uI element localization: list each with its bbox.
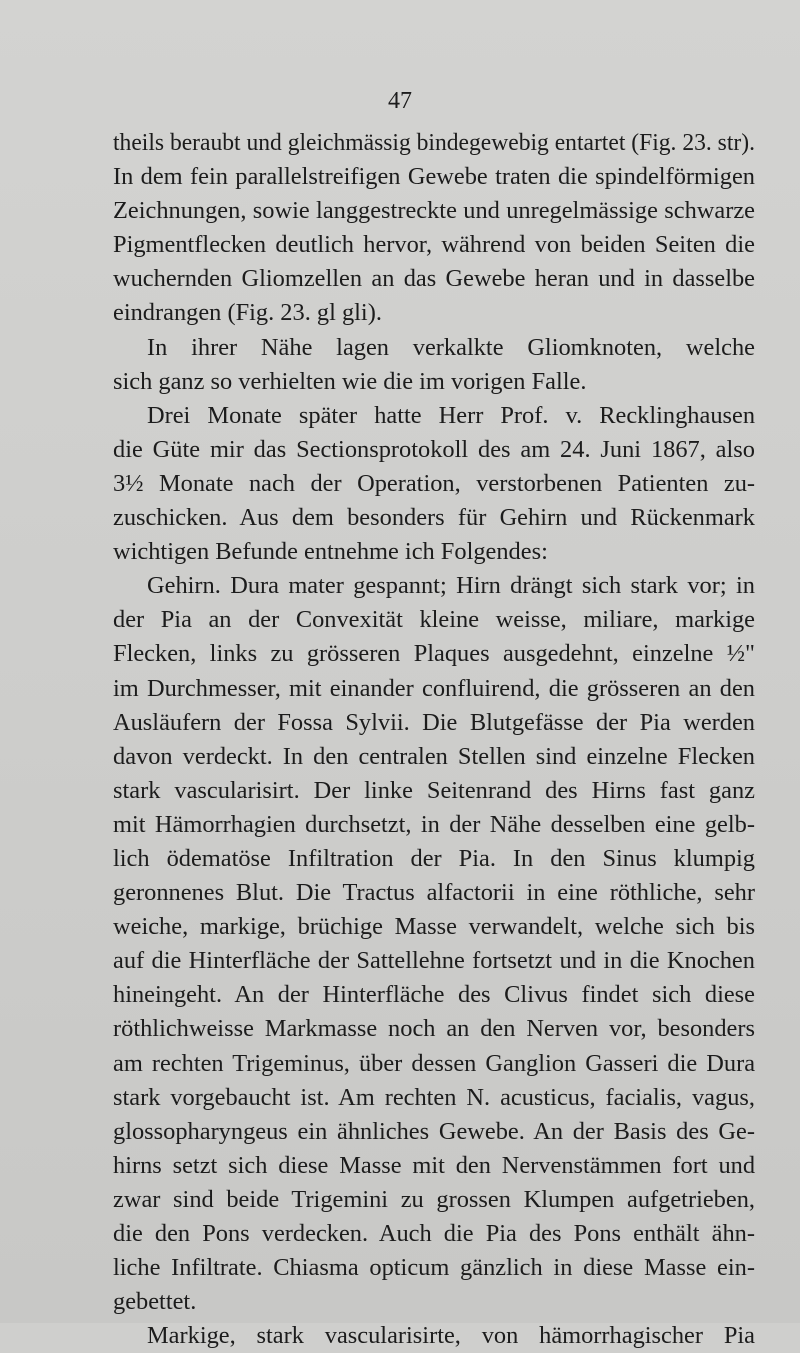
text-line: hirns setzt sich diese Masse mit den Nervenstämmen fort und [113, 1151, 756, 1179]
text-line: im Durchmesser, mit einander confluirend, die grösseren an den [113, 674, 755, 702]
text-line: am rechten Trigeminus, über dessen Ganglion Gasseri die Dura [113, 1049, 756, 1077]
text-line: glossopharyngeus ein ähnliches Gewebe. An der Basis des Ge- [113, 1117, 755, 1145]
text-line: theils beraubt und gleichmässig bindegewebig entartet (Fig. 23. str). [113, 129, 755, 156]
text-line: zwar sind beide Trigemini zu grossen Klumpen aufgetrieben, [113, 1185, 756, 1213]
text-line: mit Hämorrhagien durchsetzt, in der Nähe desselben eine gelb- [113, 810, 755, 838]
text-line: davon verdeckt. In den centralen Stellen sind einzelne Flecken [113, 742, 755, 770]
text-line: Ausläufern der Fossa Sylvii. Die Blutgefässe der Pia werden [113, 708, 755, 736]
text-line: sich ganz so verhielten wie die im vorigen Falle. [113, 367, 587, 395]
text-line: die Güte mir das Sectionsprotokoll des am 24. Juni 1867, also [113, 435, 755, 463]
text-line: hineingeht. An der Hinterfläche des Clivus findet sich diese [113, 981, 755, 1009]
text-line: 3½ Monate nach der Operation, verstorbenen Patienten zu- [113, 469, 756, 497]
text-line: Gehirn. Dura mater gespannt; Hirn drängt sich stark vor; in [147, 572, 755, 600]
body-text [113, 126, 755, 1353]
text-line: wuchernden Gliomzellen an das Gewebe heran und in dasselbe [113, 265, 755, 293]
text-line: Flecken, links zu grösseren Plaques ausgedehnt, einzelne ½" [113, 640, 755, 668]
text-line: röthlichweisse Markmasse noch an den Nerven vor, besonders [113, 1015, 756, 1043]
text-line: auf die Hinterfläche der Sattellehne fortsetzt und in die Knochen [113, 947, 755, 975]
text-line: In ihrer Nähe lagen verkalkte Gliomknoten, welche [147, 333, 755, 361]
text-line: In dem fein parallelstreifigen Gewebe traten die spindelförmigen [113, 163, 755, 191]
text-line: liche Infiltrate. Chiasma opticum gänzlich in diese Masse ein- [113, 1254, 755, 1282]
text-line: gebettet. [113, 1288, 197, 1316]
text-line: lich ödematöse Infiltration der Pia. In den Sinus klumpig [113, 844, 755, 872]
text-line: stark vorgebaucht ist. Am rechten N. acusticus, facialis, vagus, [113, 1083, 755, 1111]
text-line: wichtigen Befunde entnehme ich Folgendes: [113, 538, 548, 566]
text-line: weiche, markige, brüchige Masse verwandelt, welche sich bis [113, 913, 755, 941]
text-line: stark vascularisirt. Der linke Seitenrand des Hirns fast ganz [113, 776, 755, 804]
page-number: 47 [388, 88, 412, 114]
text-line: die den Pons verdecken. Auch die Pia des Pons enthält ähn- [113, 1220, 755, 1247]
text-line: Zeichnungen, sowie langgestreckte und unregelmässige schwarze [113, 197, 755, 225]
text-line: der Pia an der Convexität kleine weisse, miliare, markige [113, 606, 756, 634]
text-line: Drei Monate später hatte Herr Prof. v. Recklinghausen [147, 401, 756, 429]
text-line: eindrangen (Fig. 23. gl gli). [113, 299, 382, 327]
text-line: geronnenes Blut. Die Tractus alfactorii in eine röthliche, sehr [113, 879, 755, 907]
text-line: Pigmentflecken deutlich hervor, während von beiden Seiten die [113, 231, 755, 259]
text-line: Markige, stark vascularisirte, von hämorrhagischer Pia [147, 1322, 755, 1350]
text-line: zuschicken. Aus dem besonders für Gehirn und Rückenmark [113, 504, 755, 532]
